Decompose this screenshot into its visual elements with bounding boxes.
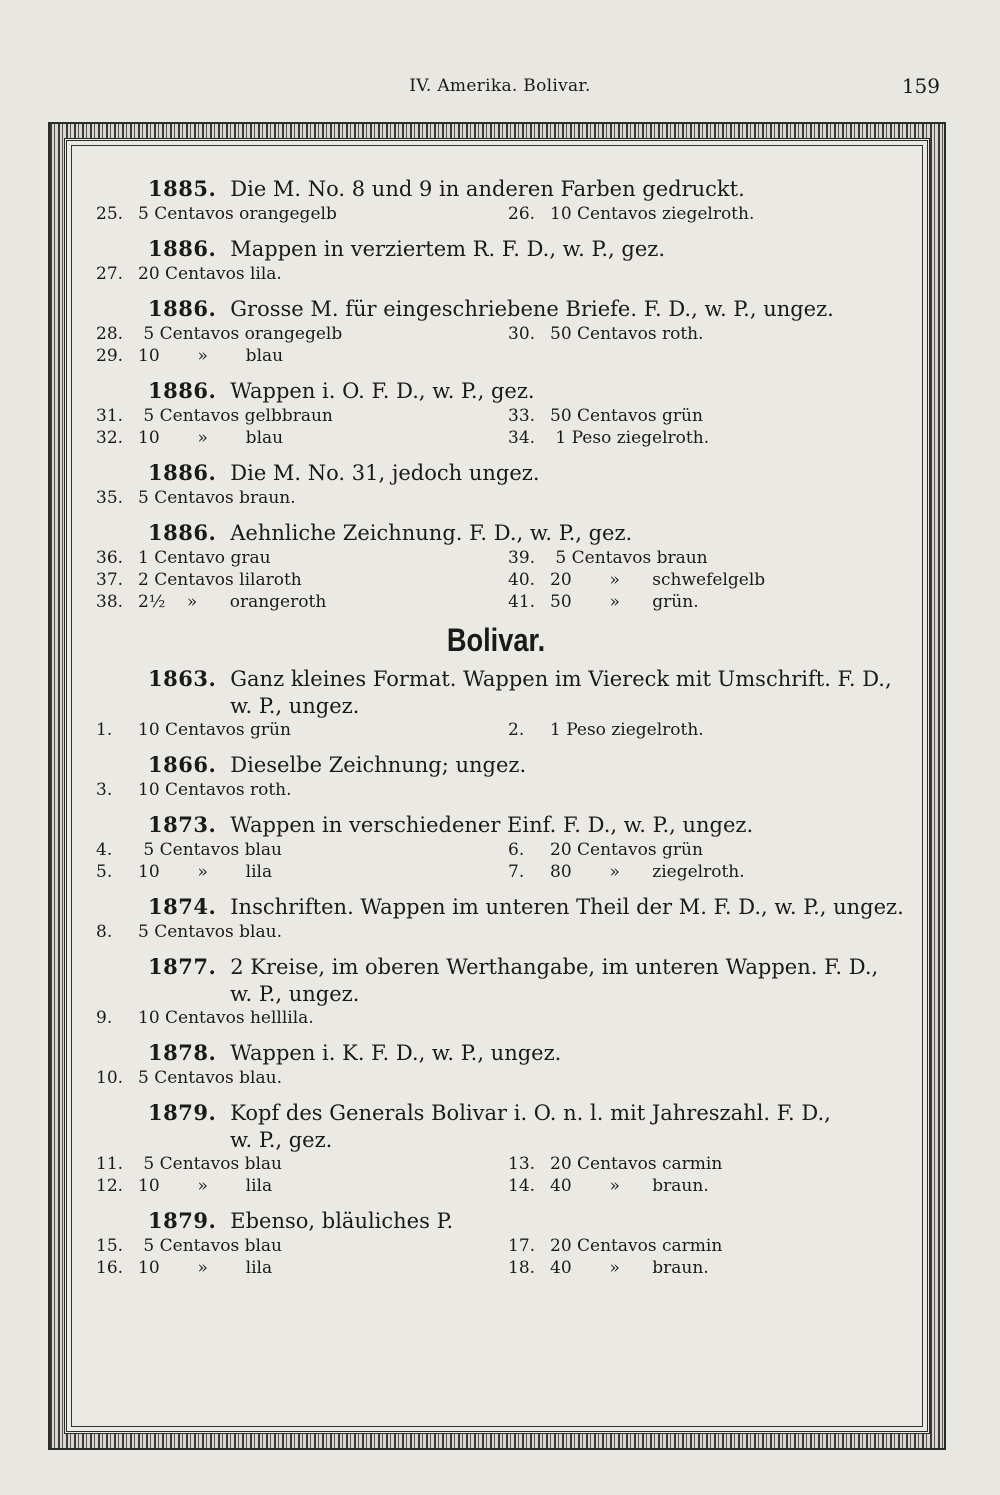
stamp-value: 80 » ziegelroth.	[550, 862, 745, 882]
stamp-row	[96, 405, 896, 427]
issue-year: 1879.	[148, 1208, 217, 1233]
issue-heading	[96, 175, 896, 203]
issue-heading	[96, 1099, 896, 1127]
issue-year: 1879.	[148, 1100, 217, 1125]
stamp-row	[96, 1007, 896, 1029]
issue-year: 1886.	[148, 520, 217, 545]
issue-section	[96, 811, 896, 883]
catalog-body	[96, 175, 904, 1279]
stamp-number: 10.	[96, 1068, 124, 1088]
stamp-number: 30.	[508, 324, 536, 344]
country-title: Bolivar.	[446, 622, 546, 658]
issue-heading	[96, 519, 896, 547]
issue-year: 1885.	[148, 176, 217, 201]
issue-description-continued: w. P., ungez.	[230, 694, 360, 718]
issue-heading	[96, 459, 896, 487]
issue-section	[96, 175, 896, 225]
issue-year: 1886.	[148, 296, 217, 321]
stamp-row	[96, 427, 896, 449]
issue-description: 2 Kreise, im oberen Werthangabe, im unteren Wappen. F. D.,	[230, 955, 879, 979]
issue-description: Aehnliche Zeichnung. F. D., w. P., gez.	[230, 521, 633, 545]
issue-description: Wappen i. O. F. D., w. P., gez.	[230, 379, 535, 403]
stamp-number: 7.	[508, 862, 525, 882]
page-number: 159	[901, 74, 940, 98]
stamp-number: 25.	[96, 204, 124, 224]
issue-heading	[96, 751, 896, 779]
issue-description: Grosse M. für eingeschriebene Briefe. F. D., w. P., ungez.	[230, 297, 834, 321]
stamp-number: 28.	[96, 324, 124, 344]
issue-description-continued: w. P., ungez.	[230, 982, 360, 1006]
issue-section	[96, 953, 896, 1029]
issue-year: 1877.	[148, 954, 217, 979]
stamp-value: 10 Centavos helllila.	[138, 1008, 314, 1028]
issue-description: Wappen i. K. F. D., w. P., ungez.	[230, 1041, 562, 1065]
issue-heading	[96, 953, 896, 981]
issue-description: Die M. No. 8 und 9 in anderen Farben gedruckt.	[230, 177, 745, 201]
issue-year: 1873.	[148, 812, 217, 837]
issue-description: Ganz kleines Format. Wappen im Viereck mit Umschrift. F. D.,	[230, 667, 892, 691]
stamp-value: 20 Centavos carmin	[550, 1236, 723, 1256]
stamp-value: 1 Peso ziegelroth.	[550, 720, 704, 740]
stamp-number: 17.	[508, 1236, 536, 1256]
stamp-row	[96, 345, 896, 367]
stamp-number: 40.	[508, 570, 536, 590]
issue-section	[96, 751, 896, 801]
stamp-value: 40 » braun.	[550, 1176, 709, 1196]
issue-heading	[96, 235, 896, 263]
stamp-value: 10 Centavos roth.	[138, 780, 292, 800]
issue-description: Inschriften. Wappen im unteren Theil der M. F. D., w. P., ungez.	[230, 895, 904, 919]
issue-section	[96, 295, 896, 367]
stamp-number: 33.	[508, 406, 536, 426]
running-title: IV. Amerika. Bolivar.	[409, 76, 591, 96]
stamp-value: 10 » lila	[138, 1176, 273, 1196]
running-head	[0, 76, 1000, 106]
stamp-row	[96, 861, 896, 883]
stamp-value: 5 Centavos blau	[138, 1236, 282, 1256]
stamp-value: 50 Centavos grün	[550, 406, 703, 426]
issue-heading	[96, 893, 904, 921]
issue-heading	[96, 295, 896, 323]
stamp-number: 9.	[96, 1008, 113, 1028]
stamp-value: 20 Centavos lila.	[138, 264, 282, 284]
stamp-number: 5.	[96, 862, 113, 882]
issue-description: Wappen in verschiedener Einf. F. D., w. P., ungez.	[230, 813, 754, 837]
stamp-row	[96, 839, 896, 861]
stamp-value: 5 Centavos blau.	[138, 922, 282, 942]
stamp-value: 20 » schwefelgelb	[550, 570, 766, 590]
stamp-number: 37.	[96, 570, 124, 590]
stamp-value: 5 Centavos braun	[550, 548, 708, 568]
stamp-value: 10 » lila	[138, 1258, 273, 1278]
stamp-number: 35.	[96, 488, 124, 508]
stamp-number: 4.	[96, 840, 113, 860]
stamp-number: 14.	[508, 1176, 536, 1196]
issue-description: Die M. No. 31, jedoch ungez.	[230, 461, 540, 485]
issue-year: 1878.	[148, 1040, 217, 1065]
stamp-row	[96, 591, 896, 613]
stamp-value: 2 Centavos lilaroth	[138, 570, 302, 590]
stamp-number: 2.	[508, 720, 525, 740]
issue-year: 1874.	[148, 894, 217, 919]
stamp-number: 29.	[96, 346, 124, 366]
stamp-value: 5 Centavos orangegelb	[138, 204, 337, 224]
issue-section	[96, 377, 896, 449]
stamp-number: 38.	[96, 592, 124, 612]
stamp-value: 40 » braun.	[550, 1258, 709, 1278]
stamp-number: 8.	[96, 922, 113, 942]
stamp-value: 50 » grün.	[550, 592, 699, 612]
stamp-value: 10 Centavos grün	[138, 720, 291, 740]
issue-heading	[96, 665, 896, 693]
stamp-number: 32.	[96, 428, 124, 448]
stamp-number: 41.	[508, 592, 536, 612]
issue-heading	[96, 377, 896, 405]
stamp-number: 13.	[508, 1154, 536, 1174]
stamp-row	[96, 921, 896, 943]
stamp-value: 5 Centavos gelbbraun	[138, 406, 333, 426]
stamp-value: 10 » blau	[138, 346, 284, 366]
stamp-row	[96, 569, 896, 591]
issue-heading	[96, 1207, 896, 1235]
stamp-value: 2½ » orangeroth	[138, 592, 327, 612]
stamp-row	[96, 487, 896, 509]
stamp-number: 12.	[96, 1176, 124, 1196]
stamp-row	[96, 1067, 896, 1089]
stamp-value: 20 Centavos grün	[550, 840, 703, 860]
stamp-row	[96, 1235, 896, 1257]
stamp-value: 50 Centavos roth.	[550, 324, 704, 344]
stamp-number: 26.	[508, 204, 536, 224]
issue-description: Kopf des Generals Bolivar i. O. n. l. mit Jahreszahl. F. D.,	[230, 1101, 831, 1125]
issue-section	[96, 1099, 896, 1197]
stamp-row	[96, 547, 896, 569]
stamp-value: 5 Centavos orangegelb	[138, 324, 343, 344]
stamp-number: 15.	[96, 1236, 124, 1256]
stamp-row	[96, 1175, 896, 1197]
issue-year: 1886.	[148, 236, 217, 261]
stamp-row	[96, 1153, 896, 1175]
stamp-number: 36.	[96, 548, 124, 568]
issue-section	[96, 665, 896, 741]
stamp-value: 20 Centavos carmin	[550, 1154, 723, 1174]
stamp-value: 5 Centavos blau	[138, 840, 282, 860]
stamp-value: 5 Centavos blau	[138, 1154, 282, 1174]
stamp-number: 39.	[508, 548, 536, 568]
stamp-value: 1 Centavo grau	[138, 548, 271, 568]
issue-section	[96, 1207, 896, 1279]
stamp-row	[96, 323, 896, 345]
stamp-number: 34.	[508, 428, 536, 448]
issue-section	[96, 1039, 896, 1089]
issue-heading	[96, 811, 896, 839]
issue-description: Ebenso, bläuliches P.	[230, 1209, 454, 1233]
issue-description: Mappen in verziertem R. F. D., w. P., gez.	[230, 237, 666, 261]
issue-section	[96, 519, 896, 613]
stamp-value: 5 Centavos blau.	[138, 1068, 282, 1088]
issue-heading	[96, 1039, 896, 1067]
issue-year: 1863.	[148, 666, 217, 691]
issue-section	[96, 235, 896, 285]
stamp-value: 10 » blau	[138, 428, 284, 448]
stamp-number: 27.	[96, 264, 124, 284]
stamp-row	[96, 779, 896, 801]
stamp-row	[96, 263, 896, 285]
issue-year: 1866.	[148, 752, 217, 777]
stamp-row	[96, 719, 896, 741]
stamp-value: 5 Centavos braun.	[138, 488, 296, 508]
issue-section	[96, 893, 904, 943]
issue-year: 1886.	[148, 460, 217, 485]
stamp-number: 18.	[508, 1258, 536, 1278]
stamp-number: 6.	[508, 840, 525, 860]
stamp-value: 10 Centavos ziegelroth.	[550, 204, 755, 224]
issue-section	[96, 459, 896, 509]
stamp-number: 11.	[96, 1154, 124, 1174]
stamp-value: 10 » lila	[138, 862, 273, 882]
stamp-value: 1 Peso ziegelroth.	[550, 428, 710, 448]
issue-description-continued: w. P., gez.	[230, 1128, 333, 1152]
issue-year: 1886.	[148, 378, 217, 403]
stamp-row	[96, 1257, 896, 1279]
stamp-number: 16.	[96, 1258, 124, 1278]
stamp-row	[96, 203, 896, 225]
issue-description: Dieselbe Zeichnung; ungez.	[230, 753, 527, 777]
stamp-number: 3.	[96, 780, 113, 800]
stamp-number: 31.	[96, 406, 124, 426]
stamp-number: 1.	[96, 720, 113, 740]
